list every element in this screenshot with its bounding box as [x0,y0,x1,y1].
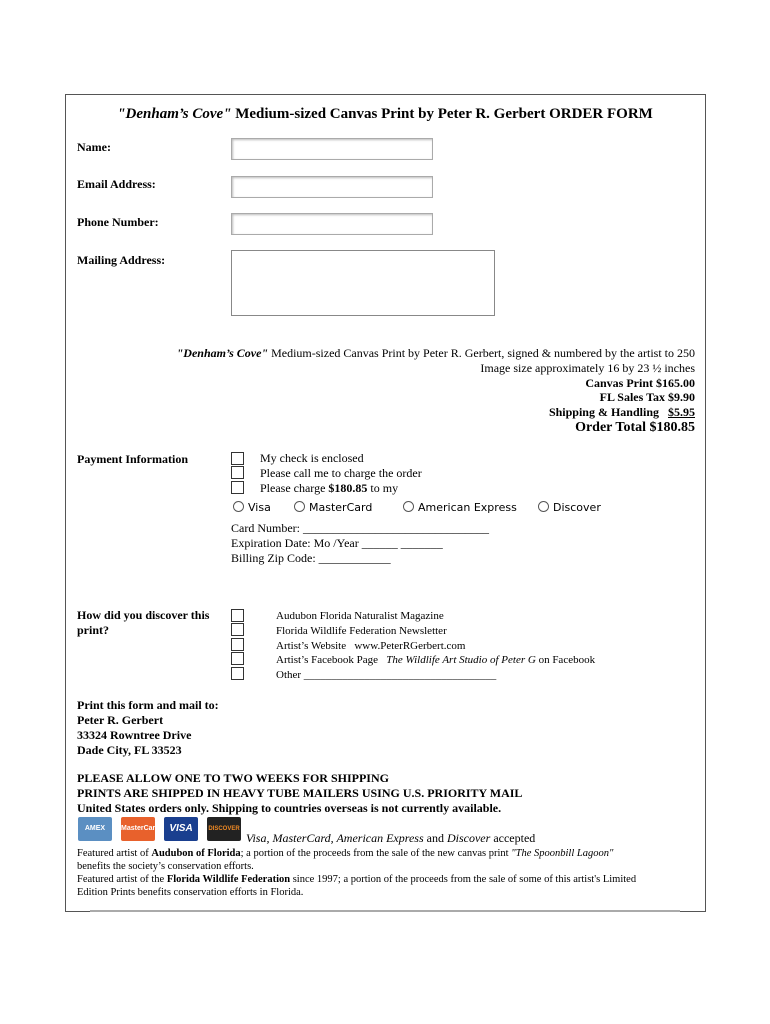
shipping-notice: PLEASE ALLOW ONE TO TWO WEEKS FOR SHIPPING PRINTS ARE SHIPPED IN HEAVY TUBE MAILERS USING U.S. PRIORITY MAIL United States orders only. Shipping to countries overseas is not currently available. [77,771,523,815]
fwf-checkbox[interactable] [231,623,244,636]
discover-logo-icon: DISCOVER [207,817,241,841]
order-total: Order Total $180.85 [575,420,695,435]
email-label: Email Address: [77,177,156,191]
charge-card-label: Please charge $180.85 to my [260,481,399,495]
expiration-field[interactable]: Expiration Date: Mo /Year ______ _______ [231,536,443,550]
audubon-checkbox[interactable] [231,609,244,622]
check-enclosed-checkbox[interactable] [231,452,244,465]
bottom-divider [90,910,680,912]
website-checkbox[interactable] [231,638,244,651]
sales-tax: FL Sales Tax $9.90 [599,390,695,404]
image-size: Image size approximately 16 by 23 ½ inches [480,361,695,375]
mailing-address-input[interactable] [231,250,495,316]
visa-radio[interactable]: Visa [233,501,271,514]
other-label: Other ___________________________________ [276,669,497,681]
visa-logo-icon: VISA [164,817,198,841]
audubon-label: Audubon Florida Naturalist Magazine [276,610,444,622]
mastercard-radio[interactable]: MasterCard [294,501,372,514]
page-title: "Denham’s Cove" Medium-sized Canvas Print by Peter R. Gerbert ORDER FORM [117,106,653,122]
featured-fwf: Featured artist of the Florida Wildlife Federation since 1997; a portion of the proceeds from the sale of some of this artist's Limited Edition Prints benefits conservation efforts in Florida. [77,874,637,898]
other-checkbox[interactable] [231,667,244,680]
card-number-field[interactable]: Card Number: _______________________________ [231,521,489,535]
amex-radio[interactable]: American Express [403,501,517,514]
canvas-price: Canvas Print $165.00 [585,376,695,390]
phone-label: Phone Number: [77,215,159,229]
facebook-label: Artist’s Facebook Page The Wildlife Art Studio of Peter G on Facebook [276,654,596,666]
cards-accepted: Visa, MasterCard, American Express and Discover accepted [246,831,536,845]
facebook-checkbox[interactable] [231,652,244,665]
mastercard-logo-icon: MasterCard [121,817,155,841]
amex-logo-icon: AMEX [78,817,112,841]
product-description: "Denham’s Cove" Medium-sized Canvas Print by Peter R. Gerbert, signed & numbered by the artist to 250 [176,346,695,360]
payment-label: Payment Information [77,452,188,466]
mailing-label: Mailing Address: [77,253,166,267]
call-charge-checkbox[interactable] [231,466,244,479]
fwf-label: Florida Wildlife Federation Newsletter [276,625,447,637]
email-input[interactable] [231,176,433,198]
website-label: Artist’s Website www.PeterRGerbert.com [276,640,466,652]
charge-card-checkbox[interactable] [231,481,244,494]
name-input[interactable] [231,138,433,160]
discover-label: How did you discover this print? [77,608,210,637]
name-label: Name: [77,140,111,154]
featured-audubon: Featured artist of Audubon of Florida; a portion of the proceeds from the sale of the new canvas print "The Spoonbill Lagoon" benefits the society’s conservation efforts. [77,848,614,872]
discover-radio[interactable]: Discover [538,501,601,514]
mailing-instructions: Print this form and mail to: Peter R. Gerbert 33324 Rowntree Drive Dade City, FL 33523 [77,698,219,757]
shipping-handling: Shipping & Handling $5.95 [548,405,695,419]
check-enclosed-label: My check is enclosed [260,451,364,465]
call-charge-label: Please call me to charge the order [260,466,422,480]
phone-input[interactable] [231,213,433,235]
billing-zip-field[interactable]: Billing Zip Code: ____________ [231,551,391,565]
